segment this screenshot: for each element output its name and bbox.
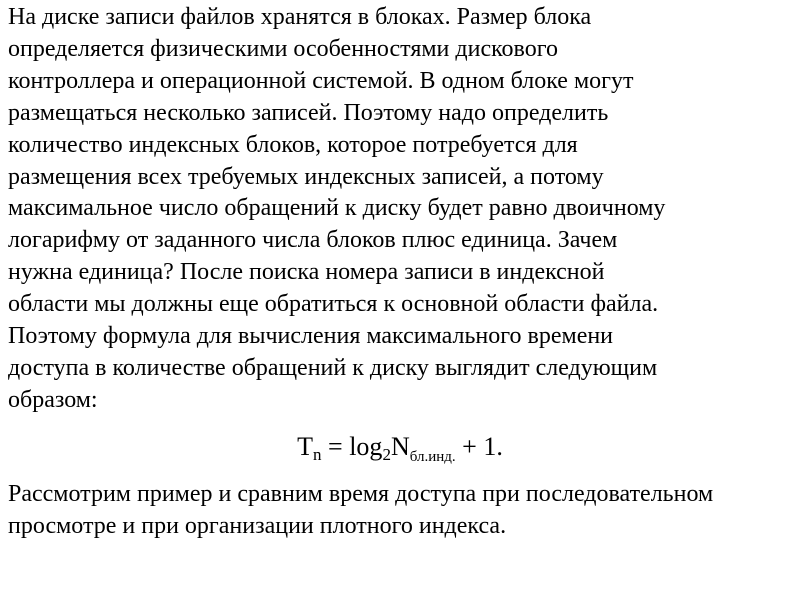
text-line: размещаться несколько записей. Поэтому надо определить [8, 99, 609, 126]
paragraph-intro [8, 2, 800, 417]
text-line: Поэтому формула для вычисления максимального времени [8, 323, 614, 350]
text-line: доступа в количестве обращений к диску выглядит следующим [8, 354, 658, 381]
formula-t-subscript: n [313, 445, 322, 464]
formula-tail: + 1. [455, 432, 503, 461]
text-line: образом: [8, 386, 98, 413]
formula-log-base: 2 [382, 445, 391, 464]
text-line: нужна единица? После поиска номера записи в индексной [8, 259, 605, 286]
text-line: просмотре и при организации плотного индекса. [8, 512, 507, 539]
formula-n-subscript: бл.инд. [409, 449, 456, 465]
text-line: области мы должны еще обратиться к основной области файла. [8, 291, 659, 318]
formula-n: N [390, 432, 410, 461]
text-line: количество индексных блоков, которое потребуется для [8, 131, 578, 158]
text-line: Рассмотрим пример и сравним время доступа при последовательном [8, 481, 714, 507]
formula-t: T [297, 432, 314, 461]
text-line: логарифму от заданного числа блоков плюс единица. Зачем [8, 227, 618, 254]
text-line: На диске записи файлов хранятся в блоках. Размер блока [8, 4, 592, 30]
text-line: контроллера и операционной системой. В одном блоке могут [8, 67, 634, 94]
text-line: размещения всех требуемых индексных записей, а потому [8, 163, 604, 190]
access-time-formula [0, 431, 800, 465]
text-line: максимальное число обращений к диску будет равно двоичному [8, 195, 666, 222]
paragraph-example [8, 479, 800, 543]
formula-equals-log: = log [321, 432, 383, 461]
text-line: определяется физическими особенностями дискового [8, 35, 558, 62]
